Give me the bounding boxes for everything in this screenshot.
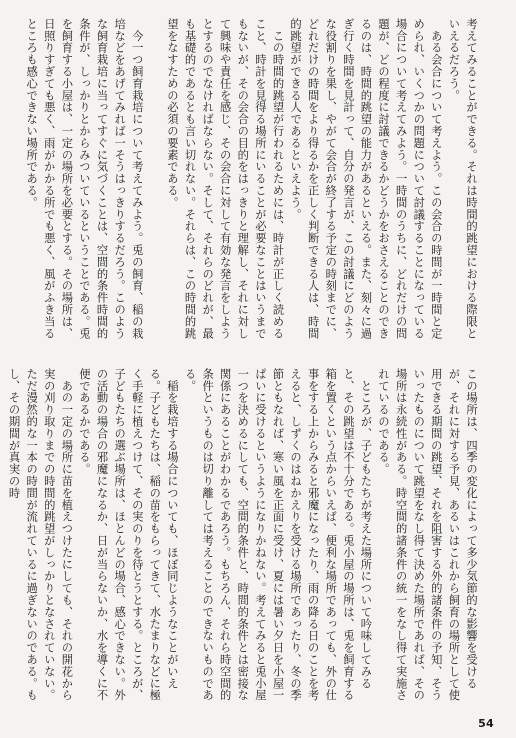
page-number: 54 [478, 717, 494, 730]
lower-text-block: この場所は、四季の変化によって多少気節的な影響を受けるが、それに対する予見、あるいはこれから飼育の場所として使用できる期間の跳望、それを阻害する外的諸条件の予知、そういったものについて跳望をなし得て決めた場所であれば、その場所は永続性がある。時空間的諸条件の統一をなし得て実施されているのである。 ところが、子どもたちが考えた場所について吟味してみると、その跳望は不十分である。兎小屋の場所は、兎を飼育する箱を置くという点からいえば、便利な場所であっても、外の仕事をする上からみると邪魔になったり、雨の降る日のことを考えると、しずくのはねかえりを受ける場所であったり、冬の季節ともなれば、寒い風を正面に受け、夏には暑い夕日を小屋一ぱいに受けるというようになりかねない。考えてみると兎小屋一つを決めるにしても、空間的条件と、時間的条件とは密接な関係にあることがわかるであろう。もちろん、それら時空間的条件というものは切り離しては考えることのできないものである。 稲を栽培する場合についても、ほぼ同じようなことがいえる。子どもたちは、稲の苗をもらってきて、水たまりなどに極く手軽に植えつけて、その実のりを待とうとする。ところが、子どもたちの選ぶ場所は、ほとんどの場合、感心できない。外の活動の場合の邪魔になるか、日が当らないか、水を導くに不便であるかである。 あの一定の場所に苗を植えつけたにしても、それの開花から実の刈り取りまでの時間的跳望がしっかりとなされていない。ただ漫然的な一本の時間が流れているに過ぎないのである。もし、その期間が真実の時 [7, 368, 478, 702]
upper-text-block: 考えてみることができる。それは時間的跳望における際限といえるだろう。 ある会合について考えよう。この会合の時間が一時間と定められ、いくつかの問題について討議することになっている場合について考えてみよう。一時間のうちに、どれだけの問題が、どの程度に討議できるかどうかをおさえることのできるのは、時間的跳望の能力があるといえる。また、刻々に過ぎ行く時間を見計って、自分の発言が、この討議にどのような役割りを果し、やがて会合が終了する予定の時刻までに、どれだけの時間をより得るかを正しく判断できる人は、時間的跳望ができる人であるといえよう。 この時間的跳望が行われるためには、時計が正しく読めること、時計を見得る場所にいることが必要なことはいうまでもないが、その会合の目的をはっきりと理解し、それに対して興味や責任を感じ、その会合に対して有効な発言をしようとするのでなければならない。そして、それらのどれが、最も基礎的であるとも言い切れない。それらは、この時間的跳望をなすための必須の要素である。 今一つ飼育栽培について考えてみよう。兎の飼育、稲の栽培などをあげてみれば一そうはっきりするだろう。このような飼育栽培に当ってすぐに気づくことは、空間的条件時間的条件が、しっかりとからみついているということである。兎を飼育する小屋は、一定の場所を必要とする。その場所は、日照りすぎても悪く、雨がかかる所でも悪く、風がふき当るところも感心できない場所である。 [25, 18, 478, 340]
